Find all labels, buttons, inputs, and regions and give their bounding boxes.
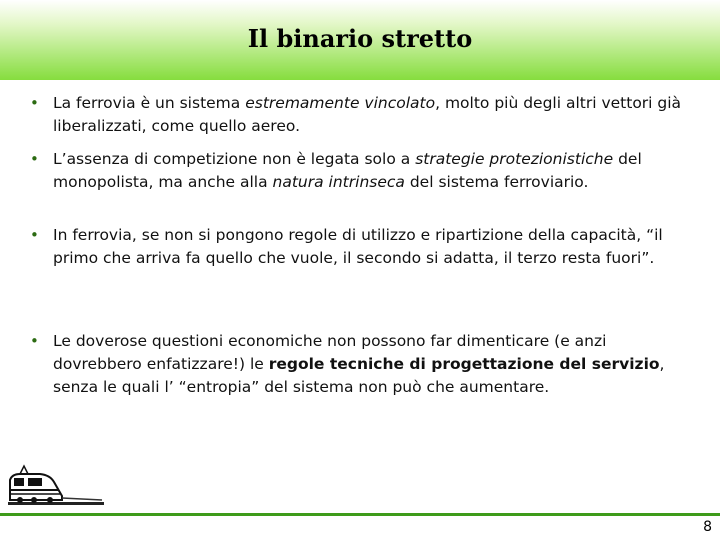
bullet-text-part: L’assenza di competizione non è legata solo a [53, 150, 416, 168]
bullet-text-part: La ferrovia è un sistema [53, 94, 246, 112]
bullet-text-part: del sistema ferroviario. [404, 173, 589, 191]
bullet-marker: • [30, 94, 39, 112]
bullet-text-part: natura intrinseca [272, 173, 405, 191]
bullet-marker: • [30, 226, 39, 244]
bullet-text-part: In ferrovia, se non si pongono regole di utilizzo e ripartizione della capacità, “il primo che arriva fa quello che vuole, il secondo si adatta, il terzo resta fuori”. [53, 226, 663, 267]
bullet-text-part: del monopolista, ma anche alla [53, 150, 642, 191]
bullet-text [53, 224, 693, 270]
train-icon [6, 462, 106, 514]
title-bar [0, 0, 720, 80]
bullet-marker: • [30, 150, 39, 168]
bullet-text-part: Le doverose questioni economiche non possono far dimenticare (e anzi dovrebbero enfatizzare!) le [53, 332, 607, 373]
bullet-marker: • [30, 332, 39, 350]
bullet-text-part: strategie protezionistiche [415, 150, 614, 168]
bullet-text-part: estremamente vincolato [245, 94, 436, 112]
bullet-text-part: regole tecniche di progettazione del servizio [268, 355, 660, 373]
slide-title: Il binario stretto [247, 24, 473, 53]
bullet-text-part: , molto più degli altri vettori già liberalizzati, come quello aereo. [53, 94, 682, 135]
page-number: 8 [703, 519, 712, 535]
bullet-text-part: , senza le quali l’ “entropia” del sistema non può che aumentare. [53, 355, 665, 396]
bullet-text [53, 330, 693, 399]
bullet-text [53, 92, 693, 138]
bullet-text [53, 148, 693, 194]
footer-divider [0, 513, 720, 516]
